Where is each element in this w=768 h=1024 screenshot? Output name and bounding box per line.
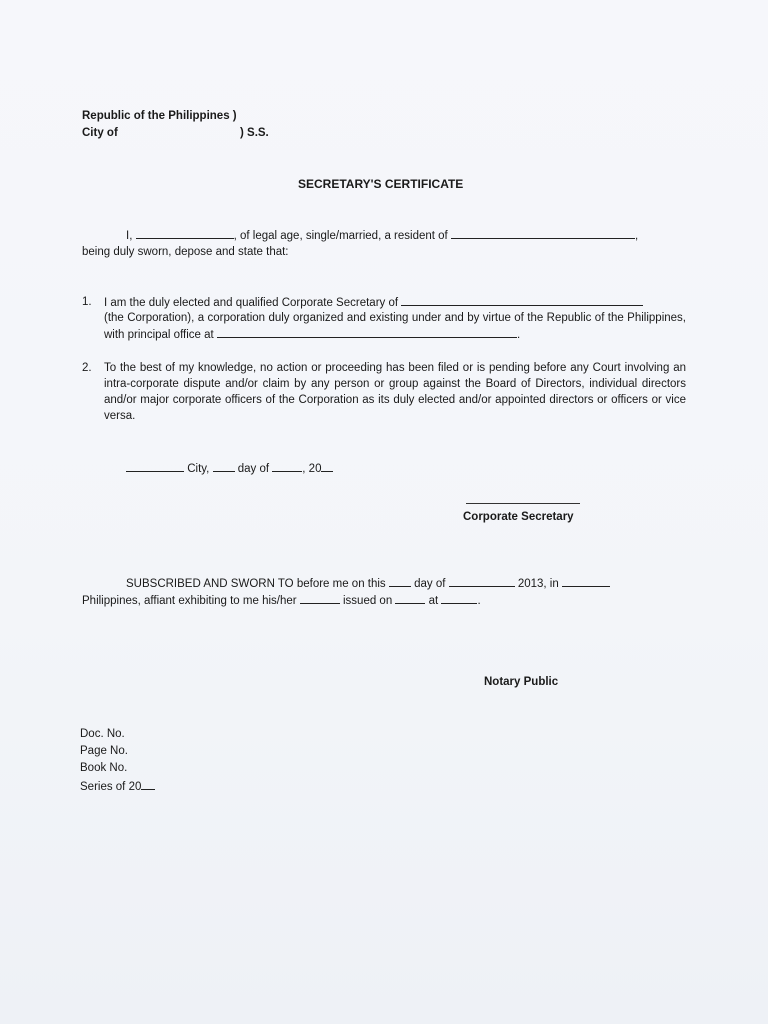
- subscribed-a: SUBSCRIBED AND SWORN TO before me on this: [126, 578, 386, 590]
- corporate-secretary-label: Corporate Secretary: [463, 511, 574, 523]
- item1-end: .: [516, 329, 521, 341]
- secretary-signature-line[interactable]: [466, 503, 580, 504]
- doc-no: Doc. No.: [80, 728, 125, 740]
- intro-line-2: being duly sworn, depose and state that:: [82, 246, 289, 258]
- subscribed-f: at: [428, 595, 439, 607]
- subscribed-c: 2013, in: [517, 578, 559, 590]
- page-no: Page No.: [80, 745, 128, 757]
- item2-body: To the best of my knowledge, no action or proceeding has been filed or is pending before any Court involving an intra-corporate dispute and/or claim by any person or group against the Board of Directors, individual directors and/or major corporate officers of the Corporation as its duly elected and/or appointed directors or officers or vice versa.: [104, 362, 686, 422]
- day-blank[interactable]: [213, 460, 235, 472]
- dateline: [126, 460, 333, 477]
- item1-line1: [104, 294, 643, 311]
- item1-part-b: (the Corporation), a corporation duly organized and existing under and by virtue of the Republic of the Philippines, with principal office at: [104, 312, 686, 341]
- month-blank[interactable]: [272, 460, 302, 472]
- intro-legal: , of legal age, single/married, a resident of: [233, 230, 448, 242]
- year-blank[interactable]: [321, 460, 333, 472]
- series-label: Series of 20: [80, 781, 142, 793]
- subscribed-e: issued on: [343, 595, 393, 607]
- subscribed-b: day of: [414, 578, 446, 590]
- sworn-day-blank[interactable]: [389, 575, 411, 587]
- id-blank[interactable]: [300, 592, 340, 604]
- series-line: [80, 778, 155, 795]
- subscribed-line-1: [126, 575, 610, 592]
- corporation-blank[interactable]: [401, 294, 643, 306]
- notary-public-label: Notary Public: [484, 676, 559, 688]
- sworn-month-blank[interactable]: [449, 575, 515, 587]
- residence-blank[interactable]: [451, 227, 635, 239]
- series-year-blank[interactable]: [141, 778, 155, 790]
- subscribed-d: Philippines, affiant exhibiting to me his/her: [82, 595, 297, 607]
- intro-i: I,: [126, 230, 133, 242]
- item1-part-a: I am the duly elected and qualified Corporate Secretary of: [104, 297, 399, 309]
- dateline-day-of: day of: [237, 463, 270, 475]
- subscribed-g: .: [477, 595, 481, 607]
- issued-date-blank[interactable]: [395, 592, 425, 604]
- book-no: Book No.: [80, 762, 128, 774]
- city-label: City of: [82, 127, 118, 139]
- republic-line: Republic of the Philippines ): [82, 110, 237, 122]
- intro-line: [126, 227, 638, 244]
- dateline-city: City,: [187, 463, 210, 475]
- issued-place-blank[interactable]: [441, 592, 477, 604]
- office-blank[interactable]: [217, 326, 517, 338]
- item1-body: [104, 310, 686, 343]
- city-blank[interactable]: [126, 460, 184, 472]
- item1-number: 1.: [82, 296, 92, 308]
- intro-end: ,: [634, 230, 639, 242]
- subscribed-line-2: [82, 592, 481, 609]
- sworn-place-blank[interactable]: [562, 575, 610, 587]
- item2-number: 2.: [82, 362, 92, 374]
- ss-label: ) S.S.: [240, 127, 269, 139]
- dateline-year: , 20: [302, 463, 322, 475]
- document-title: SECRETARY'S CERTIFICATE: [298, 177, 464, 191]
- name-blank[interactable]: [136, 227, 234, 239]
